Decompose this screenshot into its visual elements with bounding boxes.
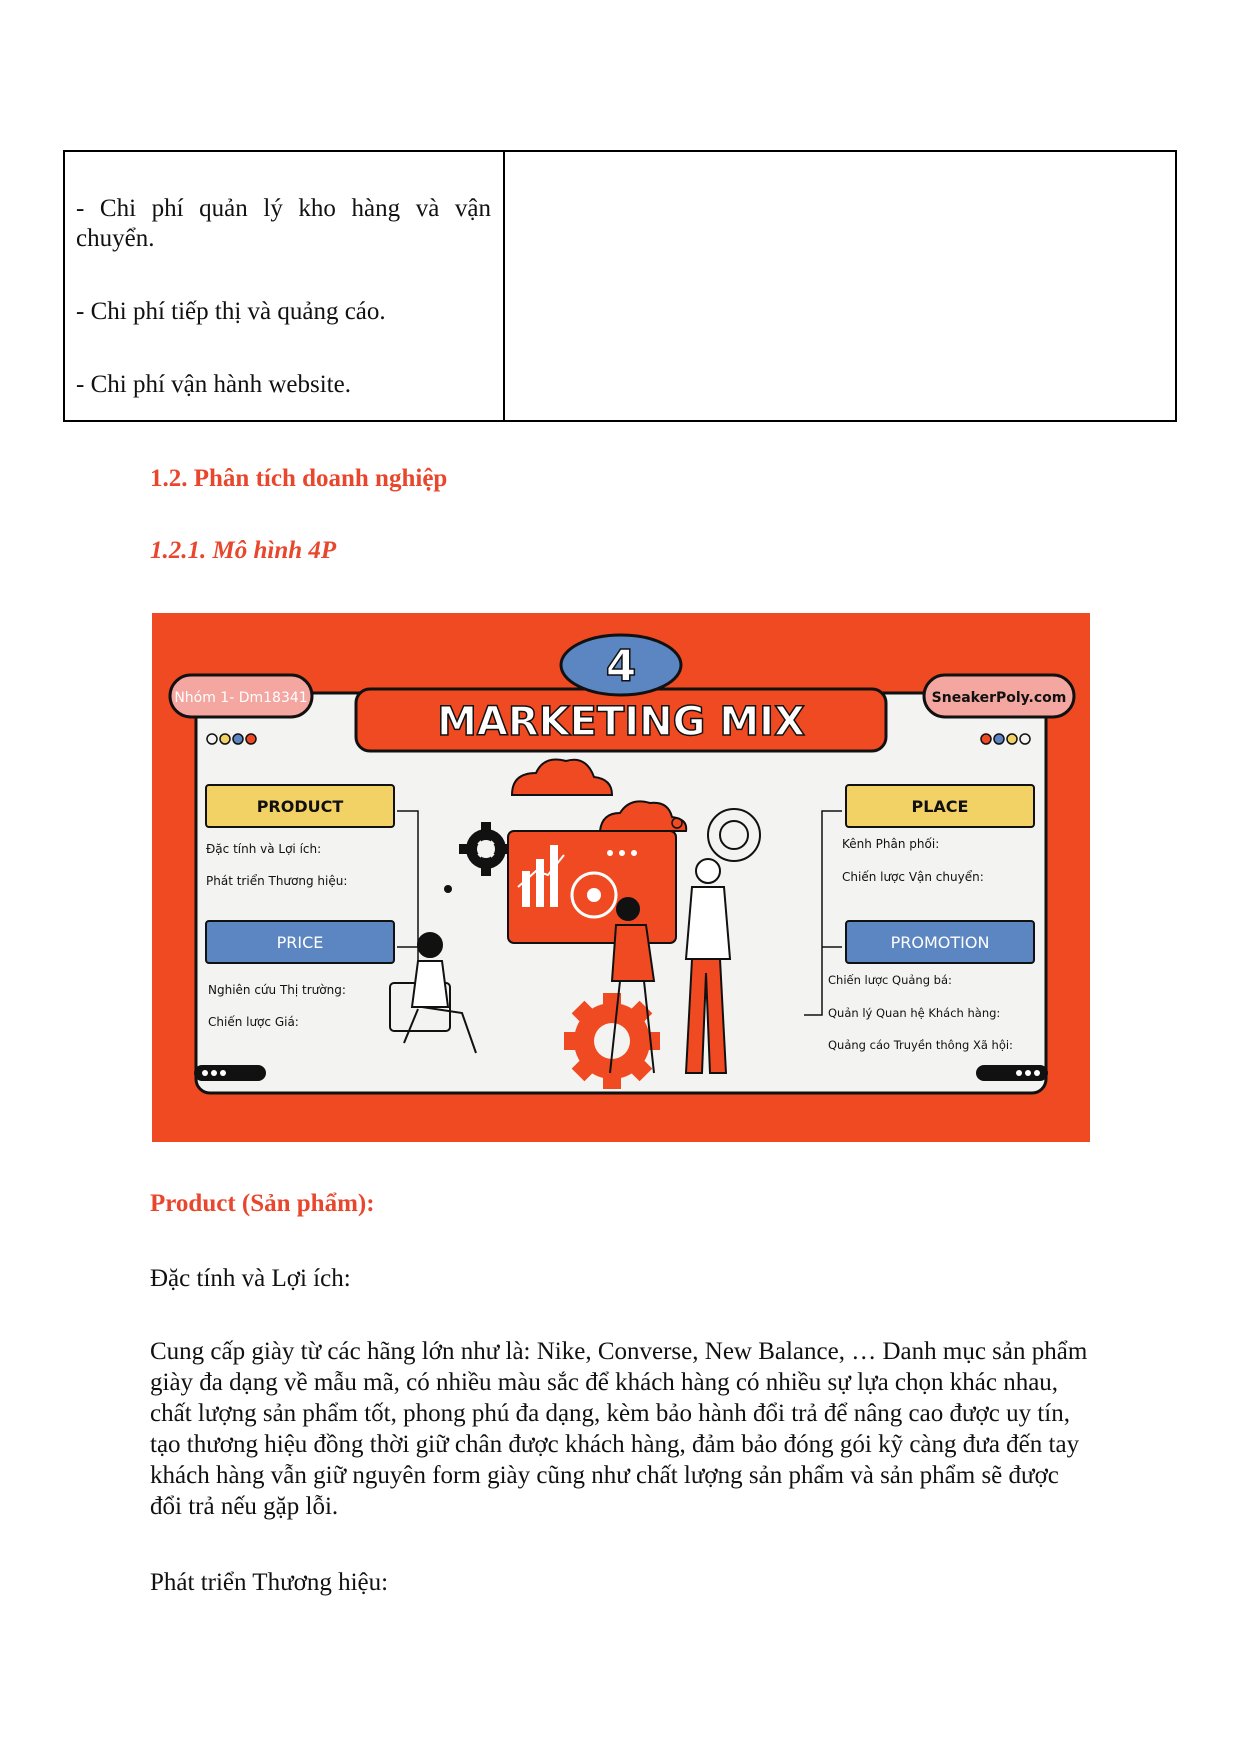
product-features-body: Cung cấp giày từ các hãng lớn như là: Nike, Converse, New Balance, … Danh mục sản phẩm giày đa dạng về mẫu mã, có nhiều màu sắc để khách hàng có nhiều sự lựa chọn khác nhau, chất lượng sản phẩm tốt, phong phú đa dạng, kèm bảo hành đổi trả để nâng cao được uy tín, tạo thương hiệu đồng thời giữ chân được khách hàng, đảm bảo đóng gói kỹ càng đưa đến tay khách hàng vẫn giữ nguyên form giày cũng như chất lượng sản phẩm và sản phẩm sẽ được đổi trả nếu gặp lỗi. — [150, 1338, 1088, 1520]
analytics-screen-icon — [508, 831, 676, 943]
number-text: 4 — [605, 641, 637, 692]
section-heading: 1.2. Phân tích doanh nghiệp — [150, 465, 448, 492]
price-item: Chiến lược Giá: — [208, 1015, 299, 1029]
brand-development-label: Phát triển Thương hiệu: — [150, 1569, 389, 1596]
place-item: Chiến lược Vận chuyển: — [842, 870, 984, 884]
cost-item: - Chi phí vận hành website. — [76, 371, 351, 398]
title-text: MARKETING MIX — [437, 699, 805, 745]
price-item: Nghiên cứu Thị trường: — [208, 983, 346, 997]
group-badge-text: Nhóm 1- Dm18341 — [174, 690, 308, 706]
cost-table — [63, 150, 1177, 422]
place-label: PLACE — [911, 797, 969, 816]
product-item: Đặc tính và Lợi ích: — [206, 842, 322, 856]
product-label: PRODUCT — [256, 797, 344, 816]
product-features-label: Đặc tính và Lợi ích: — [150, 1265, 351, 1292]
promotion-item: Chiến lược Quảng bá: — [828, 973, 952, 987]
price-label: PRICE — [276, 933, 324, 952]
cost-table-right-cell — [505, 152, 1175, 420]
cost-table-left-cell — [65, 152, 505, 420]
promotion-label: PROMOTION — [890, 933, 990, 952]
gear-icon — [564, 993, 660, 1089]
product-item: Phát triển Thương hiệu: — [206, 874, 348, 888]
bottom-bar-left — [194, 1065, 266, 1081]
place-item: Kênh Phân phối: — [842, 837, 940, 851]
promotion-item: Quản lý Quan hệ Khách hàng: — [828, 1006, 1001, 1020]
promotion-item: Quảng cáo Truyền thông Xã hội: — [828, 1038, 1013, 1052]
dot-icon — [444, 885, 452, 893]
product-heading: Product (Sản phẩm): — [150, 1190, 375, 1217]
marketing-mix-infographic — [152, 613, 1090, 1142]
subsection-heading: 1.2.1. Mô hình 4P — [150, 537, 337, 564]
cost-item: - Chi phí quản lý kho hàng và vận chuyển. — [76, 195, 491, 252]
cost-item: - Chi phí tiếp thị và quảng cáo. — [76, 298, 386, 325]
site-badge-text: SneakerPoly.com — [931, 690, 1067, 706]
bottom-bar-right — [976, 1065, 1048, 1081]
